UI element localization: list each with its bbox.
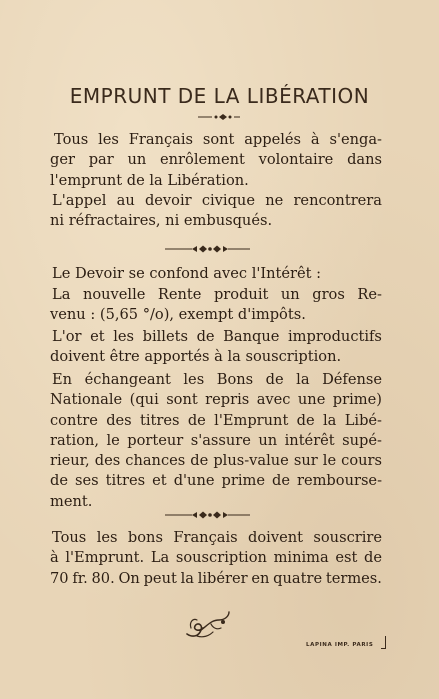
text-line: En échangeant les Bons de la Défense — [52, 371, 382, 388]
paragraph-rente — [50, 285, 382, 326]
text-line: ration, le porteur s'assure un intérêt supé- — [50, 431, 382, 449]
paragraph-gold — [50, 327, 382, 368]
text-line: venu : (5,65 °/o), exempt d'impôts. — [50, 306, 306, 324]
text-line: Nationale (qui sont repris avec une prime) — [50, 391, 382, 409]
text-line: L'or et les billets de Banque improductifs — [52, 328, 382, 345]
ornament-divider-icon — [0, 509, 439, 521]
ornament-divider-icon — [0, 243, 439, 255]
printer-credit: LAPINA IMP. PARIS — [306, 642, 374, 648]
text-line: à l'Emprunt. La souscription minima est de — [50, 549, 382, 567]
text-line: Le Devoir se confond avec l'Intérêt : — [52, 265, 322, 282]
text-line: ni réfractaires, ni embusqués. — [50, 212, 273, 230]
paragraph-closing — [50, 528, 382, 589]
text-line: de ses titres et d'une prime de rembourse- — [50, 472, 382, 490]
text-line: La nouvelle Rente produit un gros Re- — [52, 286, 382, 303]
text-line: Tous les bons Français doivent souscrire — [52, 529, 382, 546]
text-line: ger par un enrôlement volontaire dans — [50, 151, 382, 169]
text-line: doivent être apportés à la souscription. — [50, 348, 342, 366]
paragraph-appeal — [50, 191, 382, 232]
text-line: contre des titres de l'Emprunt de la Libé- — [50, 411, 382, 429]
paragraph-intro — [50, 130, 382, 191]
text-line: 70 fr. 80. On peut la libérer en quatre termes. — [50, 569, 382, 587]
text-line: rieur, des chances de plus-value sur le cours — [50, 452, 382, 470]
ornament-divider-icon — [0, 111, 439, 123]
text-line: l'emprunt de la Libération. — [50, 171, 249, 189]
text-line: L'appel au devoir civique ne rencontrera — [52, 192, 382, 209]
text-line: Tous les Français sont appelés à s'enga- — [54, 131, 382, 148]
flourish-ornament-icon — [183, 608, 235, 642]
paragraph-bons — [50, 370, 382, 512]
page-title: EMPRUNT DE LA LIBÉRATION — [69, 84, 370, 108]
printer-mark — [381, 636, 386, 649]
text-line: ment. — [50, 492, 93, 510]
paragraph-duty — [50, 264, 382, 284]
